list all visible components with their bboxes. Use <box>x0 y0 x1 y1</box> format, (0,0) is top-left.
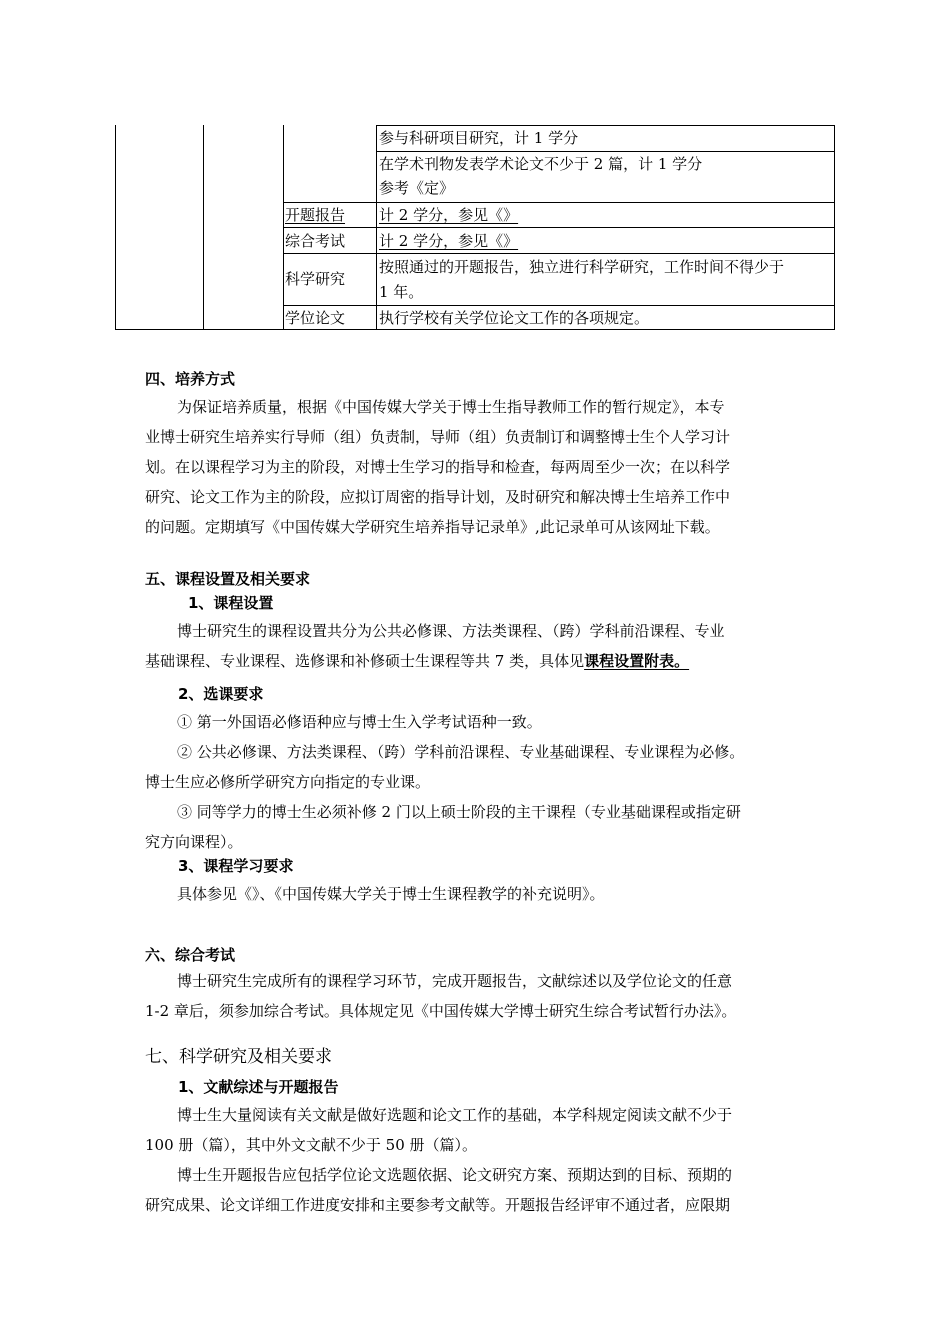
text-line: 的问题。定期填写《中国传媒大学研究生培养指导记录单》,此记录单可从该网址下载。 <box>145 518 720 536</box>
section-heading: 四、培养方式 <box>145 370 236 388</box>
text-line: 博士生大量阅读有关文献是做好选题和论文工作的基础，本学科规定阅读文献不少于 <box>177 1106 733 1124</box>
table-cell: 1 年。 <box>379 283 424 301</box>
text-line: 1-2 章后，须参加综合考试。具体规定见《中国传媒大学博士研究生综合考试暂行办法》。 <box>145 1002 737 1020</box>
subsection-heading: 1、文献综述与开题报告 <box>178 1078 339 1096</box>
paragraph <box>145 707 815 857</box>
paragraph <box>145 616 815 676</box>
table-cell: 执行学校有关学位论文工作的各项规定。 <box>379 309 650 327</box>
text-line: 具体参见《》、《中国传媒大学关于博士生课程教学的补充说明》。 <box>177 885 605 903</box>
section-heading: 五、课程设置及相关要求 <box>145 570 311 588</box>
table-row-label: 科学研究 <box>285 270 346 288</box>
subsection-heading: 1、课程设置 <box>188 594 274 612</box>
section-heading: 七、科学研究及相关要求 <box>145 1047 332 1067</box>
paragraph <box>145 1100 815 1220</box>
table-row-label: 综合考试 <box>285 232 346 250</box>
text-line: 基础课程、专业课程、选修课和补修硕士生课程等共 7 类，具体见课程设置附表。 <box>145 652 690 670</box>
list-item: ① 第一外国语必修语种应与博士生入学考试语种一致。 <box>177 713 542 731</box>
list-item: ② 公共必修课、方法类课程、（跨）学科前沿课程、专业基础课程、专业课程为必修。 <box>177 743 745 761</box>
list-item: ③ 同等学力的博士生必须补修 2 门以上硕士阶段的主干课程（专业基础课程或指定研 <box>177 803 741 821</box>
requirements-table <box>115 125 835 330</box>
text-line: 研究成果、论文详细工作进度安排和主要参考文献等。开题报告经评审不通过者，应限期 <box>145 1196 731 1214</box>
paragraph <box>145 966 815 1026</box>
table-cell: 参与科研项目研究，计 1 学分 <box>379 129 579 147</box>
text-line: 博士研究生完成所有的课程学习环节，完成开题报告，文献综述以及学位论文的任意 <box>177 972 733 990</box>
course-appendix-link[interactable]: 课程设置附表。 <box>584 652 690 670</box>
table-cell[interactable]: 计 2 学分，参见《》 <box>379 232 519 250</box>
text-line: 业博士研究生培养实行导师（组）负责制，导师（组）负责制订和调整博士生个人学习计 <box>145 428 731 446</box>
subsection-heading: 3、课程学习要求 <box>178 857 294 875</box>
text-line: 博士生开题报告应包括学位论文选题依据、论文研究方案、预期达到的目标、预期的 <box>177 1166 733 1184</box>
text-line: 划。在以课程学习为主的阶段，对博士生学习的指导和检查，每两周至少一次；在以科学 <box>145 458 731 476</box>
table-cell: 按照通过的开题报告，独立进行科学研究，工作时间不得少于 <box>379 258 785 276</box>
table-row-label: 开题报告 <box>285 206 346 224</box>
text-line: 100 册（篇），其中外文文献不少于 50 册（篇）。 <box>145 1136 478 1154</box>
table-cell[interactable]: 计 2 学分，参见《》 <box>379 206 519 224</box>
text-line: 研究、论文工作为主的阶段，应拟订周密的指导计划，及时研究和解决博士生培养工作中 <box>145 488 731 506</box>
table-cell: 参考《定》 <box>379 179 455 197</box>
text-line: 博士研究生的课程设置共分为公共必修课、方法类课程、（跨）学科前沿课程、专业 <box>177 622 725 640</box>
text-line: 究方向课程）。 <box>145 833 243 851</box>
subsection-heading: 2、选课要求 <box>178 685 264 703</box>
paragraph <box>145 392 815 542</box>
table-cell: 在学术刊物发表学术论文不少于 2 篇，计 1 学分 <box>379 155 703 173</box>
paragraph <box>145 879 815 909</box>
text-line: 博士生应必修所学研究方向指定的专业课。 <box>145 773 431 791</box>
section-heading: 六、综合考试 <box>145 946 236 964</box>
table-row-label: 学位论文 <box>285 309 346 327</box>
text-line: 为保证培养质量，根据《中国传媒大学关于博士生指导教师工作的暂行规定》，本专 <box>177 398 725 416</box>
